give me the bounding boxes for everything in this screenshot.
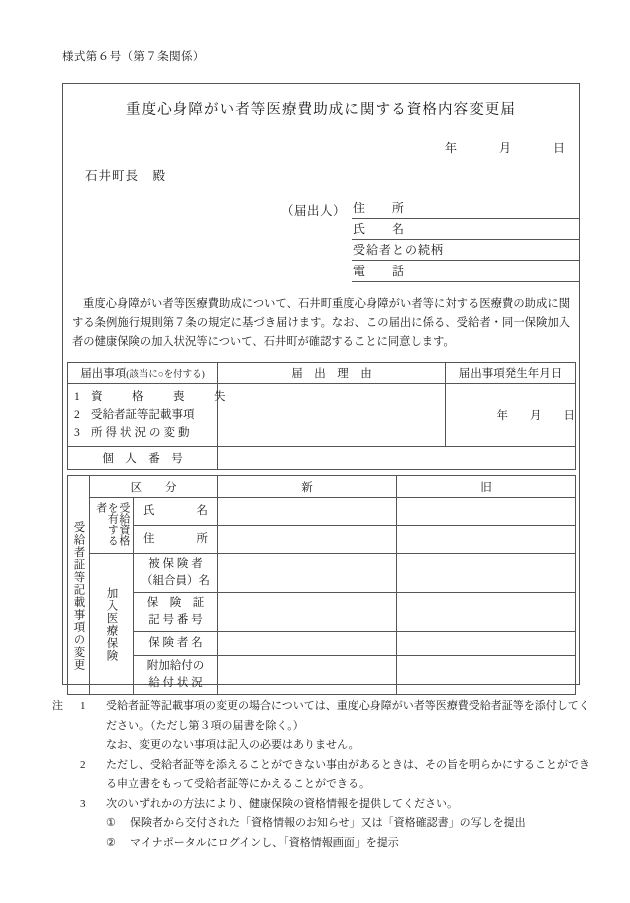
table-row: [68, 447, 576, 470]
note-3-sub-2: [106, 834, 592, 854]
date-day-label: 日: [552, 141, 565, 155]
form-number: 様式第６号（第７条関係）: [62, 51, 205, 63]
table-row: [68, 384, 576, 447]
option-3: [68, 424, 217, 442]
cell-insured-person-old[interactable]: [397, 554, 576, 593]
group-label-health-insurance-text: 加入医療保険: [105, 586, 118, 662]
occurrence-month-label: 月: [530, 410, 542, 422]
row-label-additional-benefit: [134, 656, 218, 695]
option-3-label: 所得状況の変動: [91, 427, 193, 439]
header-notification-item: [68, 363, 218, 384]
table-row: [68, 593, 576, 632]
table-row: [68, 632, 576, 656]
row-label-insurer-name: 保 険 者 名: [134, 632, 218, 656]
option-3-number: 3: [74, 427, 80, 439]
note-3-sub-1-marker: ①: [106, 817, 116, 829]
notification-item-options[interactable]: [68, 384, 235, 447]
option-1-label: 資 格 喪 失: [91, 391, 235, 403]
cell-insurance-card-number-old[interactable]: [397, 593, 576, 632]
row-label-insured-person-line2: （組合員）名: [141, 575, 210, 587]
table-row: [68, 656, 576, 695]
table-row: [68, 363, 576, 384]
spacer-cell: [68, 476, 90, 498]
note-2-body: ただし、受給者証等を添えることができない事由があるときは、その旨を明らかにすることができる申立書をもって受給者証等にかえることができる。: [106, 758, 590, 790]
cell-name-old[interactable]: [397, 498, 576, 526]
row-label-address: 住 所: [134, 526, 218, 554]
row-label-insured-person: [134, 554, 218, 593]
note-1-line-1: 受給者証等記載事項の変更の場合については、重度心身障がい者等医療費受給者証等を添付してください。（ただし第３項の届書を除く。）: [106, 700, 590, 732]
occurrence-day-label: 日: [563, 410, 575, 422]
note-1-number: 1: [80, 700, 86, 712]
table-row: [68, 526, 576, 554]
applicant-name-field[interactable]: 氏 名: [352, 219, 579, 240]
note-3-number: 3: [80, 797, 86, 810]
notification-items-table: [67, 362, 576, 470]
cell-address-old[interactable]: [397, 526, 576, 554]
cell-insurance-card-number-new[interactable]: [218, 593, 397, 632]
occurrence-date-cell[interactable]: [446, 384, 576, 447]
note-3-spacer: [52, 795, 80, 815]
addressee: 石井町長 殿: [85, 169, 167, 183]
mynumber-input-cell[interactable]: [218, 447, 576, 470]
applicant-block: [63, 198, 579, 282]
header-reason: 届 出 理 由: [218, 363, 446, 384]
applicant-relationship-field[interactable]: 受給者との続柄: [352, 240, 579, 261]
header-division: 区 分: [90, 476, 218, 498]
note-3-body: 次のいずれかの方法により、健康保険の資格情報を提供してください。: [106, 797, 458, 810]
page-title: 重度心身障がい者等医療費助成に関する資格内容変更届: [126, 102, 516, 118]
option-2-label: 受給者証等記載事項: [91, 409, 195, 421]
option-2-number: 2: [74, 409, 80, 421]
applicant-phone-field[interactable]: 電 話: [352, 261, 579, 282]
date-month-label: 月: [498, 141, 511, 155]
applicant-fields: [352, 198, 579, 282]
notes-heading: 注: [52, 700, 63, 712]
note-3-sub-2-text: マイナポータルにログインし、「資格情報画面」を提示: [130, 836, 399, 849]
note-1-body: [106, 697, 592, 756]
row-label-additional-benefit-line2: 給 付 状 況: [148, 677, 203, 689]
cell-additional-benefit-old[interactable]: [397, 656, 576, 695]
date-year-label: 年: [444, 141, 457, 155]
notes-section: [52, 697, 592, 853]
row-label-insurance-card-number: [134, 593, 218, 632]
group-label-eligible-person: [90, 498, 134, 554]
table-row: [68, 498, 576, 526]
date-line: [63, 139, 579, 156]
note-3: [52, 795, 592, 815]
note-1-line-2: なお、変更のない事項は記入の必要はありません。: [106, 739, 360, 751]
table-row: [68, 476, 576, 498]
form-outer-box: [62, 83, 580, 689]
side-label-text: 受給者証等記載事項の変更: [72, 520, 85, 671]
row-label-insured-person-line1: 被 保 険 者: [148, 558, 203, 570]
header-new: 新: [218, 476, 397, 498]
option-2: [68, 406, 217, 424]
option-1-number: 1: [74, 391, 80, 403]
cell-insurer-name-new[interactable]: [218, 632, 397, 656]
note-1: [52, 697, 592, 756]
note-2: [52, 756, 592, 795]
group-label-health-insurance: [90, 554, 134, 695]
note-2-number: 2: [80, 758, 86, 771]
side-label-certificate-change: [68, 498, 90, 695]
reason-input-cell[interactable]: [218, 384, 446, 447]
row-label-additional-benefit-line1: 附加給付の: [146, 660, 205, 672]
note-3-sublist: [52, 814, 592, 853]
applicant-address-field[interactable]: 住 所: [352, 198, 579, 219]
cell-additional-benefit-new[interactable]: [218, 656, 397, 695]
header-notification-item-note: (該当に○を付する): [126, 370, 205, 380]
note-2-spacer: [52, 756, 80, 795]
note-3-sub-1-text: 保険者から交付された「資格情報のお知らせ」又は「資格確認書」の写しを提出: [130, 817, 526, 829]
occurrence-year-label: 年: [496, 410, 508, 422]
cell-insured-person-new[interactable]: [218, 554, 397, 593]
applicant-label: （届出人）: [281, 204, 347, 218]
row-label-name: 氏 名: [134, 498, 218, 526]
note-3-sub-2-marker: ②: [106, 836, 116, 849]
body-paragraph: 重度心身障がい者等医療費助成について、石井町重度心身障がい者等に対する医療費の助成に関する条例施行規則第７条の規定に基づき届けます。なお、この届出に係る、受給者・同一保険加入者の健康保険の加入状況等について、石井町が確認することに同意します。: [72, 298, 570, 348]
group-label-eligible-person-text: 受給資格を有する者: [94, 501, 130, 546]
cell-name-new[interactable]: [218, 498, 397, 526]
header-old: 旧: [397, 476, 576, 498]
row-label-insurance-card-number-line2: 記 号 番 号: [148, 614, 203, 626]
header-occurrence-date: 届出事項発生年月日: [446, 363, 576, 384]
certificate-change-table: [67, 475, 576, 695]
note-3-sub-1: [106, 814, 592, 834]
mynumber-label: 個 人 番 号: [68, 447, 218, 470]
table-row: [68, 554, 576, 593]
cell-insurer-name-old[interactable]: [397, 632, 576, 656]
cell-address-new[interactable]: [218, 526, 397, 554]
header-notification-item-label: 届出事項: [80, 368, 127, 380]
option-1: [68, 388, 235, 406]
row-label-insurance-card-number-line1: 保 険 証: [146, 597, 205, 609]
